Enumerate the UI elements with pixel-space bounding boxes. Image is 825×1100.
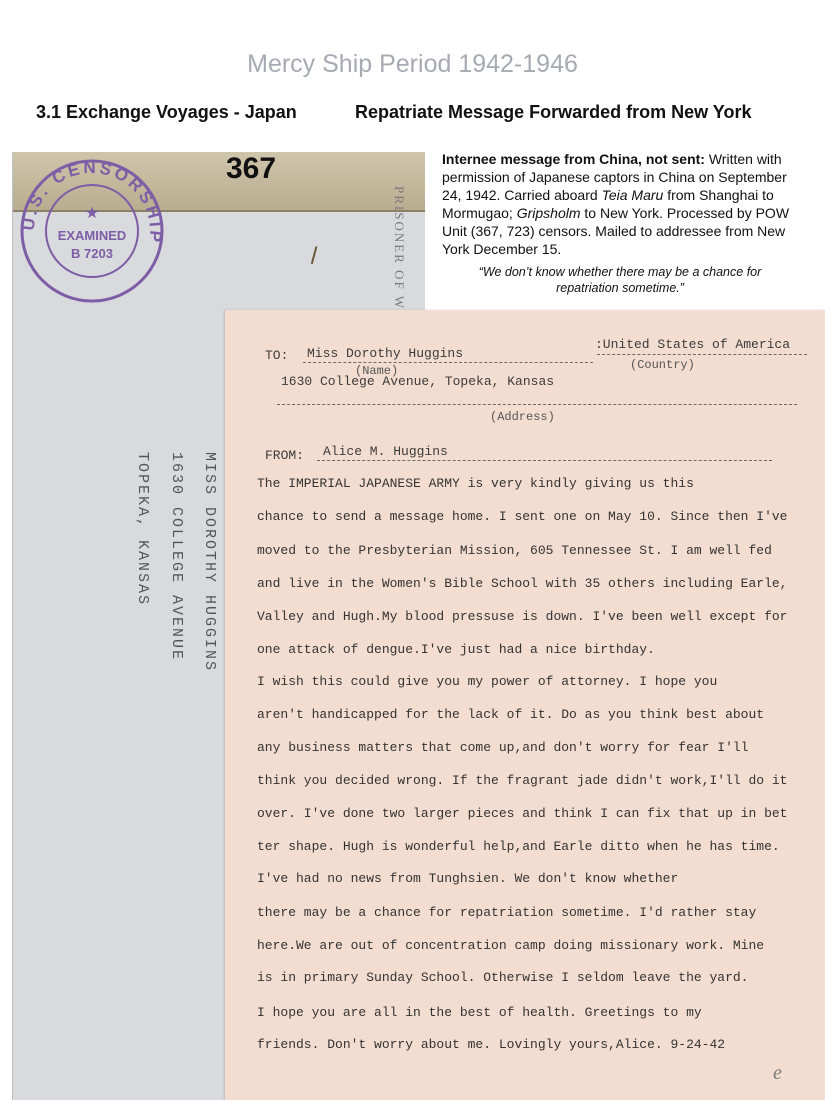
censor-ring-text: U.S. CENSORSHIP bbox=[18, 157, 166, 246]
country-rule bbox=[597, 354, 807, 355]
from-label: FROM: bbox=[265, 448, 305, 463]
letter-line: think you decided wrong. If the fragrant jade didn't work,I'll do it bbox=[257, 773, 788, 788]
page-subtitle: Repatriate Message Forwarded from New York bbox=[355, 102, 752, 122]
from-name-rule bbox=[317, 460, 772, 461]
ship-teia-maru: Teia Maru bbox=[601, 187, 664, 203]
letter-line: moved to the Presbyterian Mission, 605 Tennessee St. I am well fed bbox=[257, 543, 772, 558]
envelope-address-city: TOPEKA, KANSAS bbox=[134, 452, 151, 607]
description-text-1: Written with permission of Japanese captors in China on September 24, 1942. Carried aboard bbox=[442, 151, 787, 203]
description-lead: Internee message from China, not sent: bbox=[442, 151, 705, 167]
letter-line: friends. Don't worry about me. Lovingly yours,Alice. 9-24-42 bbox=[257, 1037, 726, 1052]
to-name-rule bbox=[303, 362, 593, 363]
letter-line: aren't handicapped for the lack of it. Do as you think best about bbox=[257, 707, 765, 722]
to-name: Miss Dorothy Huggins bbox=[307, 346, 464, 361]
letter-line: I wish this could give you my power of attorney. I hope you bbox=[257, 674, 718, 689]
censor-code: B 7203 bbox=[71, 246, 113, 261]
envelope-address-street: 1630 COLLEGE AVENUE bbox=[168, 452, 185, 662]
description-text-2: from Shanghai to Mormugao; bbox=[442, 187, 774, 221]
letter-line: over. I've done two larger pieces and think I can fix that up in bet bbox=[257, 806, 788, 821]
censor-center-text: EXAMINED bbox=[57, 228, 127, 243]
letter-line: The IMPERIAL JAPANESE ARMY is very kindly giving us this bbox=[257, 476, 694, 491]
address-rule bbox=[277, 404, 797, 405]
letter-line: there may be a chance for repatriation sometime. I'd rather stay bbox=[257, 905, 757, 920]
ship-gripsholm: Gripsholm bbox=[516, 205, 581, 221]
address-label: (Address) bbox=[490, 410, 555, 424]
page-header: Mercy Ship Period 1942-1946 bbox=[247, 50, 578, 78]
letter-line: here.We are out of concentration camp doing missionary work. Mine bbox=[257, 938, 765, 953]
from-name: Alice M. Huggins bbox=[323, 444, 448, 459]
pen-mark bbox=[311, 246, 323, 265]
to-country: :United States of America bbox=[595, 337, 791, 352]
description-text-3: to New York. Processed by POW Unit (367, 723) censors. Mailed to addressee from New York December 15. bbox=[442, 205, 790, 257]
letter-line: is in primary Sunday School. Otherwise I seldom leave the yard. bbox=[257, 970, 749, 985]
to-address: 1630 College Avenue, Topeka, Kansas bbox=[281, 374, 555, 389]
star-icon: ★ bbox=[84, 203, 100, 222]
country-label: (Country) bbox=[630, 358, 695, 372]
section-title: 3.1 Exchange Voyages - Japan bbox=[36, 102, 297, 122]
envelope-number: 367 bbox=[226, 152, 277, 185]
name-label: (Name) bbox=[355, 364, 399, 378]
censor-stamp-icon bbox=[17, 156, 167, 306]
prisoner-of-war-text: PRISONER OF W bbox=[392, 186, 407, 311]
letter-line: one attack of dengue.I've just had a nice birthday. bbox=[257, 642, 655, 657]
pencil-mark: e bbox=[773, 1062, 782, 1084]
letter-line: and live in the Women's Bible School with 35 others including Earle, bbox=[257, 576, 788, 591]
quote: “We don’t know whether there may be a chance for repatriation sometime.” bbox=[478, 265, 762, 295]
letter-line: chance to send a message home. I sent one on May 10. Since then I've bbox=[257, 509, 788, 524]
letter-line: I've had no news from Tunghsien. We don't know whether bbox=[257, 871, 679, 886]
letter-line: ter shape. Hugh is wonderful help,and Earle ditto when he has time. bbox=[257, 839, 780, 854]
letter-sheet bbox=[225, 310, 825, 1100]
description bbox=[442, 150, 792, 258]
to-label: TO: bbox=[265, 348, 289, 363]
envelope-address-name: MISS DOROTHY HUGGINS bbox=[201, 452, 218, 673]
letter-line: any business matters that come up,and don't worry for fear I'll bbox=[257, 740, 749, 755]
letter-line: Valley and Hugh.My blood pressuse is down. I've been well except for bbox=[257, 609, 788, 624]
letter-line: I hope you are all in the best of health. Greetings to my bbox=[257, 1005, 702, 1020]
